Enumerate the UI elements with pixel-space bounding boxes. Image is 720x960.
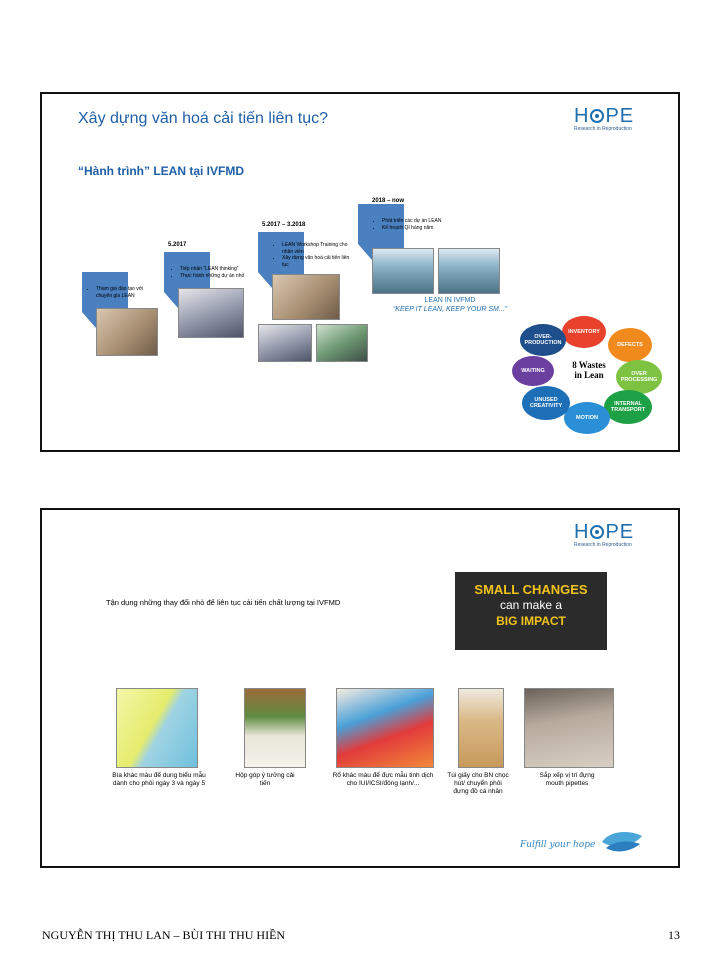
leaf-logo-icon: [600, 828, 644, 854]
colored-folders-photo: [116, 688, 198, 768]
workshop-photo: [272, 274, 340, 320]
eye-icon: [590, 525, 604, 539]
paper-bag-photo: [458, 688, 504, 768]
logo-tagline: Research in Reproduction: [574, 126, 632, 132]
waste-bubble: UNUSED CREATIVITY: [522, 386, 570, 420]
item-caption: Bìa khác màu để dung biểu mẫu dành cho phôi ngày 3 và ngày 5: [112, 772, 206, 787]
footer-authors: NGUYỄN THỊ THU LAN – BÙI THI THU HIỀN: [42, 928, 286, 942]
slide-2-body-text: Tận dụng những thay đổi nhỏ để liên tục cải tiến chất lượng tại IVFMD: [106, 598, 341, 607]
training-photo: [258, 324, 312, 362]
eight-wastes-diagram: [512, 316, 662, 436]
eye-icon: [590, 109, 604, 123]
waste-bubble: DEFECTS: [608, 328, 652, 362]
page-number: 13: [668, 928, 680, 942]
wastes-center-label: 8 Wastes in Lean: [572, 360, 606, 380]
timeline-step-1-list: • Tham gia đào tạo với chuyên gia LEAN: [90, 286, 152, 299]
item-caption: Sắp xếp vị trí đựng mouth pipettes: [539, 772, 595, 787]
workshop-photo: [96, 308, 158, 356]
pipette-storage-photo: [524, 688, 614, 768]
waste-bubble: INTERNAL TRANSPORT: [604, 390, 652, 424]
waste-bubble: OVER PROCESSING: [616, 360, 662, 394]
slide-1: [40, 92, 680, 452]
slogan: Fulfill your hope: [520, 840, 596, 850]
waste-bubble: INVENTORY: [562, 316, 606, 348]
hope-logo: H PE Research in Reproduction: [574, 522, 640, 548]
section-subtitle: “Hành trình” LEAN tại IVFMD: [78, 164, 244, 178]
timeline-date: 5.2017 – 3.2018: [262, 222, 306, 228]
idea-box-photo: [244, 688, 306, 768]
training-photo: [178, 288, 244, 338]
slide-title: Xây dựng văn hoá cải tiến liên tục?: [78, 110, 328, 127]
hope-logo: H PE Research in Reproduction: [574, 106, 640, 132]
item-caption: Rổ khác màu để đực mẫu tinh dịch cho IUI/ICSI/đông lạnh/...: [332, 772, 434, 787]
timeline-step-4-list: • Phát triển các dự án LEAN • Kế hoạch QI hàng năm: [376, 218, 482, 231]
small-changes-banner: SMALL CHANGES can make a BIG IMPACT: [455, 572, 607, 650]
logo-tagline: Research in Reproduction: [574, 542, 632, 548]
waste-bubble: MOTION: [564, 402, 610, 434]
item-caption: Hộp góp ý tưởng cải tiến: [235, 772, 295, 787]
group-photo: [372, 248, 434, 294]
waste-bubble: WAITING: [512, 356, 554, 386]
slide-2: [40, 508, 680, 868]
group-photo: [438, 248, 500, 294]
item-caption: Túi giấy cho BN chọc hút/ chuyển phôi đựng đồ cá nhân: [447, 772, 509, 795]
timeline-date: 2018 – now: [372, 198, 405, 204]
timeline-step-3-list: • LEAN Workshop Training cho nhân viên • Xây dựng văn hoá cải tiến liên tục: [276, 242, 356, 268]
timeline-date: 5.2017: [168, 242, 187, 248]
team-photo: [316, 324, 368, 362]
waste-bubble: OVER-PRODUCTION: [520, 324, 566, 356]
colored-baskets-photo: [336, 688, 434, 768]
lean-caption: LEAN IN IVFMD “KEEP IT LEAN, KEEP YOUR SM...”: [392, 297, 508, 313]
timeline-step-2-list: • Tiếp nhận “LEAN thinking” • Thực hành những dự án nhỏ: [174, 266, 270, 279]
